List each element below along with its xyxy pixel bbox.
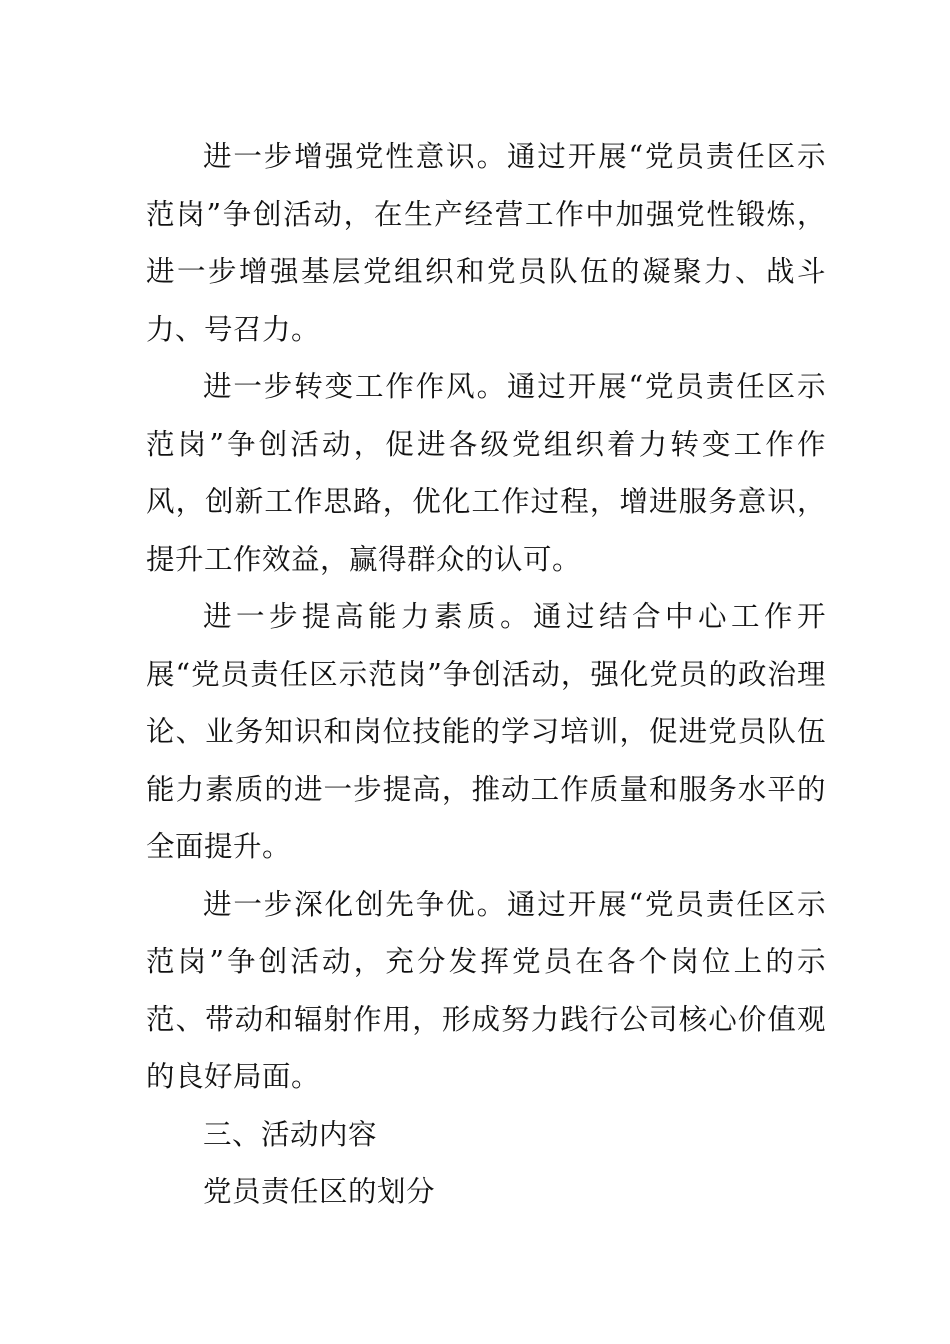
paragraph-improve-ability: 进一步提高能力素质。通过结合中心工作开展“党员责任区示范岗”争创活动，强化党员的政治理论、业务知识和岗位技能的学习培训，促进党员队伍能力素质的进一步提高，推动工作质量和服务水平的全面提升。: [146, 600, 826, 863]
paragraph-deepen-excellence: 进一步深化创先争优。通过开展“党员责任区示范岗”争创活动，充分发挥党员在各个岗位上的示范、带动和辐射作用，形成努力践行公司核心价值观的良好局面。: [146, 887, 826, 1093]
subheading-responsibility-area-division: 党员责任区的划分: [203, 1175, 436, 1208]
section-heading-activity-content: 三、活动内容: [203, 1117, 378, 1151]
paragraph-strengthen-party-awareness: 进一步增强党性意识。通过开展“党员责任区示范岗”争创活动，在生产经营工作中加强党性锻炼，进一步增强基层党组织和党员队伍的凝聚力、战斗力、号召力。: [146, 140, 826, 346]
document-body: [146, 128, 826, 1221]
paragraph-change-work-style: 进一步转变工作作风。通过开展“党员责任区示范岗”争创活动，促进各级党组织着力转变工作作风，创新工作思路，优化工作过程，增进服务意识，提升工作效益，赢得群众的认可。: [146, 370, 826, 576]
